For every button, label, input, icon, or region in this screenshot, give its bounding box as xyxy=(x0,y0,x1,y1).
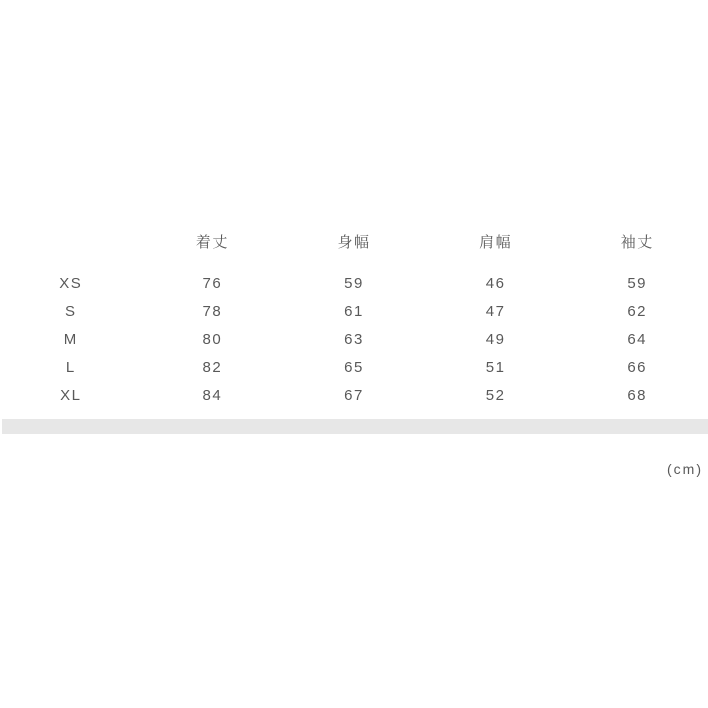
cell-value: 67 xyxy=(344,386,364,404)
size-label: L xyxy=(65,358,76,376)
cell-value: 84 xyxy=(202,386,223,404)
cell-value: 68 xyxy=(627,386,648,404)
cell-value: 59 xyxy=(627,274,648,292)
divider-bar xyxy=(2,419,708,434)
corner-cell xyxy=(0,227,142,255)
table-row-l xyxy=(0,353,708,381)
cell-value: 63 xyxy=(344,330,364,348)
cell-value: 47 xyxy=(485,302,506,320)
cell-value: 49 xyxy=(485,330,506,348)
size-chart-header-row xyxy=(0,227,708,255)
unit-label: (cm) xyxy=(667,461,703,477)
table-row-m xyxy=(0,325,708,353)
size-label: XL xyxy=(60,386,82,404)
column-header-body-width: 身幅 xyxy=(337,233,371,251)
column-header-body-length: 着丈 xyxy=(195,233,229,251)
cell-value: 82 xyxy=(202,358,223,376)
cell-value: 65 xyxy=(344,358,364,376)
cell-value: 76 xyxy=(202,274,223,292)
cell-value: 66 xyxy=(627,358,648,376)
cell-value: 64 xyxy=(627,330,648,348)
cell-value: 51 xyxy=(485,358,506,376)
cell-value: 52 xyxy=(485,386,506,404)
column-header-sleeve-length: 袖丈 xyxy=(620,233,654,251)
size-chart-table xyxy=(0,227,708,409)
size-label: M xyxy=(63,330,78,348)
cell-value: 78 xyxy=(202,302,223,320)
table-row-s xyxy=(0,297,708,325)
table-row-xl xyxy=(0,381,708,409)
cell-value: 46 xyxy=(485,274,506,292)
cell-value: 59 xyxy=(344,274,364,292)
size-label: XS xyxy=(59,274,83,292)
table-row-xs xyxy=(0,269,708,297)
cell-value: 61 xyxy=(344,302,364,320)
cell-value: 80 xyxy=(202,330,223,348)
size-label: S xyxy=(65,302,77,320)
column-header-shoulder-width: 肩幅 xyxy=(479,233,513,251)
cell-value: 62 xyxy=(627,302,648,320)
